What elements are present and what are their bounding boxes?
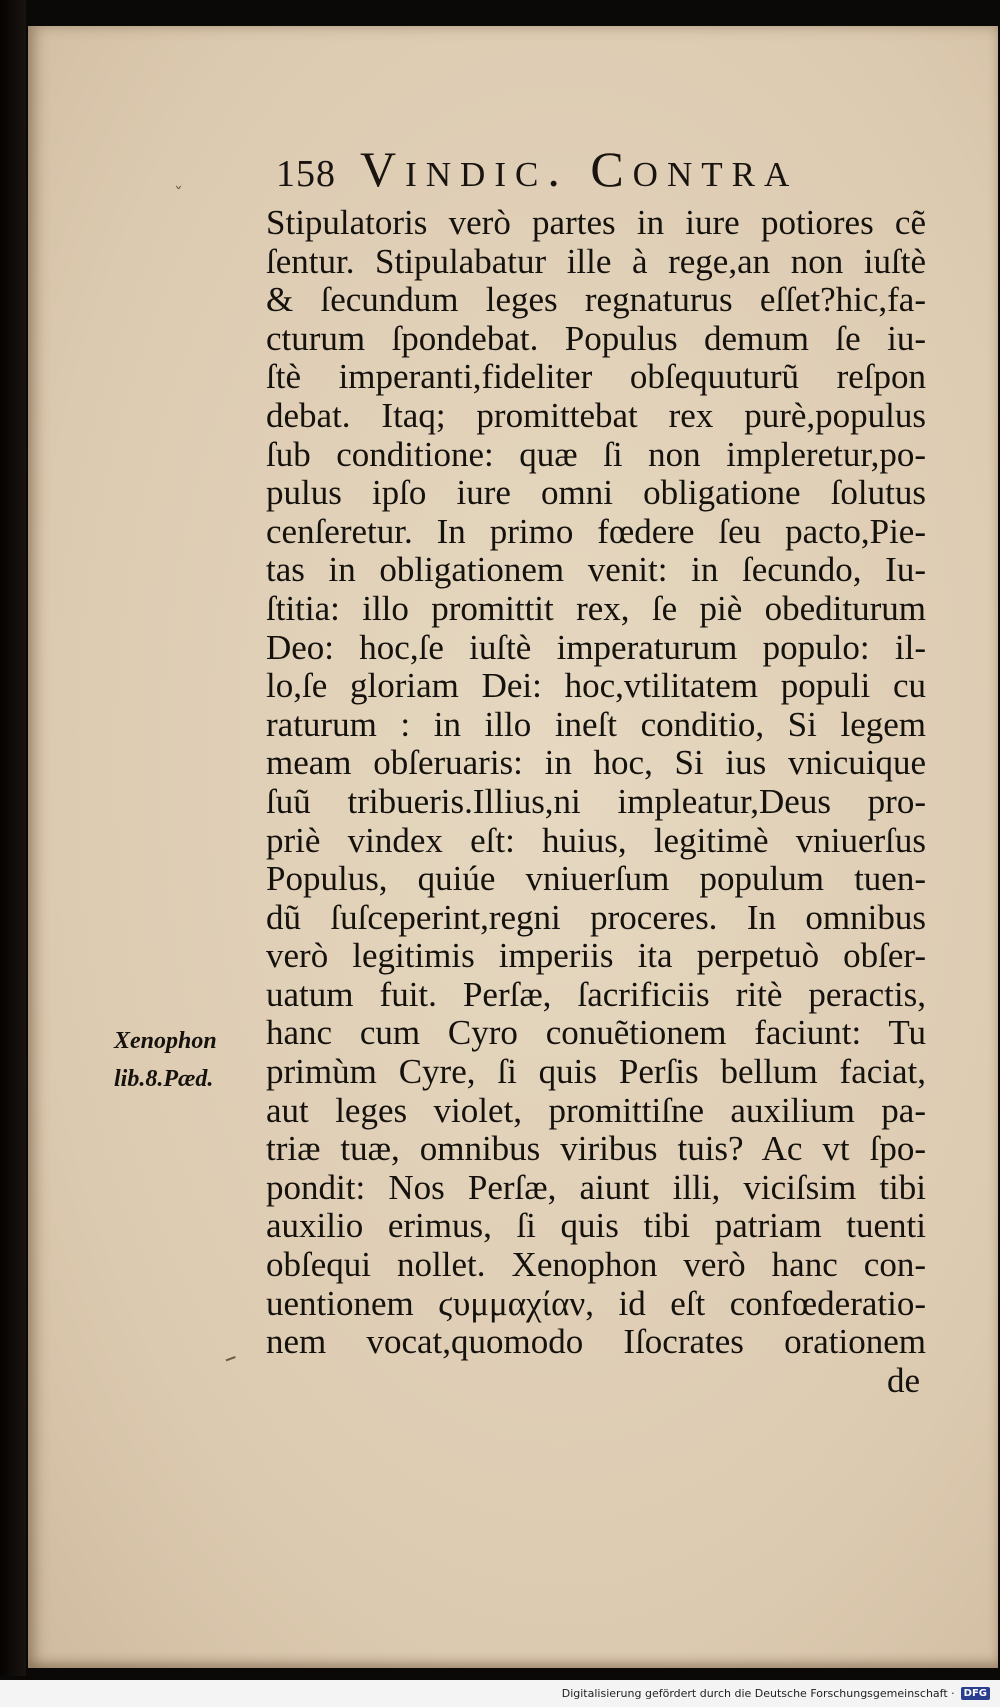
text-line: lo,ſe gloriam Dei: hoc,vtilitatem populi cu [266,666,926,706]
book-edge [0,0,26,1676]
text-line: debat. Itaq; promittebat rex purè,populus [266,395,926,435]
ink-speck: ˇ [174,184,183,205]
text-line: aut leges violet, promittiſne auxilium pa- [266,1090,926,1130]
text-line: pondit: Nos Perſæ, aiunt illi, viciſsim tibi [266,1167,926,1207]
body-text [266,204,926,1400]
text-line: tas in obligationem venit: in ſecundo, Iu- [266,550,926,590]
text-line: hanc cum Cyro conuẽtionem faciunt: Tu [266,1013,926,1053]
marginal-note [114,1022,264,1098]
text-line: ſub conditione: quæ ſi non impleretur,po- [266,434,926,474]
text-line: ſtè imperanti,fideliter obſequuturũ reſpon [266,357,926,397]
marginal-note-line: Xenophon [114,1028,217,1054]
text-line: & ſecundum leges regnaturus eſſet?hic,fa- [266,280,926,320]
text-line: obſequi nollet. Xenophon verò hanc con- [266,1245,926,1285]
text-line: cenſeretur. In primo fœdere ſeu pacto,Pie- [266,511,926,551]
text-line: Deo: hoc,ſe iuſtè imperaturum populo: il- [266,627,926,667]
text-line: uentionem ϛυμμαχίαν, id eſt confœderatio- [266,1283,926,1323]
text-line: dũ ſuſceperint,regni proceres. In omnibus [266,897,926,937]
dfg-logo: DFG [961,1687,990,1700]
text-line: uatum fuit. Perſæ, ſacrificiis ritè peractis, [266,974,926,1014]
text-line: pulus ipſo iure omni obligatione ſolutus [266,473,926,513]
text-line: primùm Cyre, ſi quis Perſis bellum faciat, [266,1052,926,1092]
running-title: Vindic. Contra [360,141,799,197]
text-line: priè vindex eſt: huius, legitimè vniuerſus [266,820,926,860]
text-line: auxilio erimus, ſi quis tibi patriam tuenti [266,1206,926,1246]
text-line: meam obſeruaris: in hoc, Si ius vnicuique [266,743,926,783]
footer-credit: Digitalisierung gefördert durch die Deutsche Forschungsgemeinschaft · [561,1687,955,1700]
digitization-footer [0,1680,1000,1707]
page-crease-mark [222,1347,236,1362]
text-line: cturum ſpondebat. Populus demum ſe iu- [266,318,926,358]
text-line: raturum : in illo ineſt conditio, Si legem [266,704,926,744]
page-number: 158 [276,153,336,195]
marginal-note-line: lib.8.Pæd. [114,1066,214,1092]
text-line: Populus, quiúe vniuerſum populum tuen- [266,859,926,899]
text-line: Stipulatoris verò partes in iure potiores cẽ [266,203,926,242]
text-line: triæ tuæ, omnibus viribus tuis? Ac vt ſpo- [266,1129,926,1169]
text-line: ſtitia: illo promittit rex, ſe piè obediturum [266,588,926,628]
text-line: verò legitimis imperiis ita perpetuò obſer- [266,936,926,976]
text-line: nem vocat,quomodo Iſocrates orationem [266,1322,926,1362]
text-line: ſentur. Stipulabatur ille à rege,an non iuſtè [266,241,926,281]
running-head [276,140,916,200]
text-line: ſuũ tribueris.Illius,ni impleatur,Deus pro- [266,781,926,821]
catchword: de [886,1360,920,1400]
